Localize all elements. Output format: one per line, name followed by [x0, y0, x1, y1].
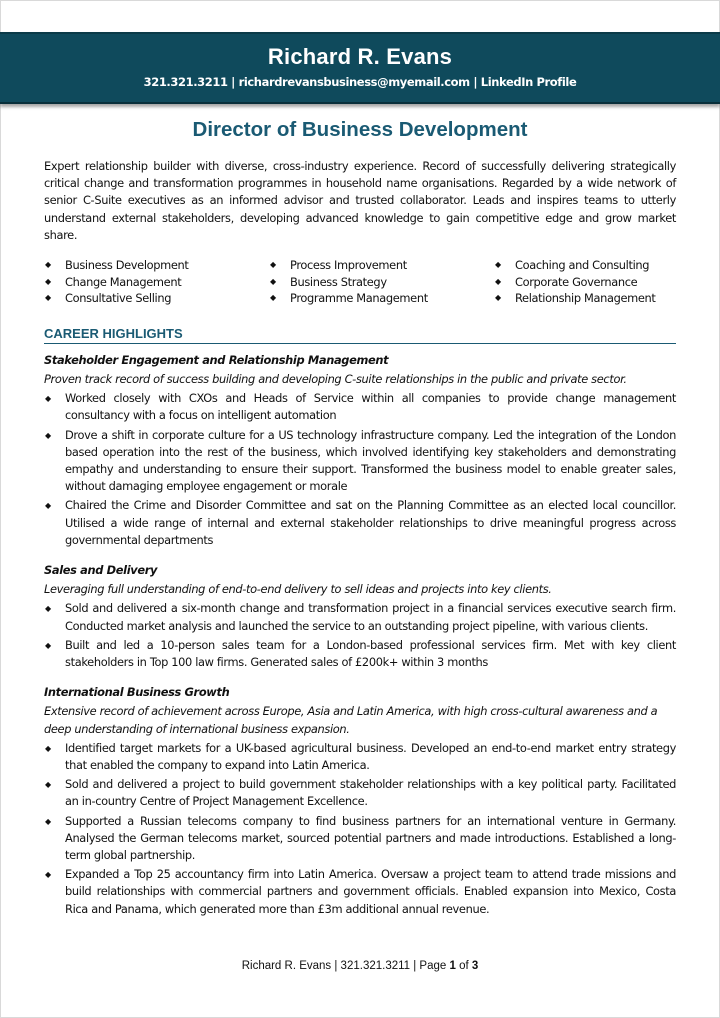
footer-of: of — [455, 960, 472, 972]
list-item: ◆ Sold and delivered a six-month change and transformation project in a financial services executive search firm. Conducted market analysis and launched the service to an outstanding project pipeline, with various clients. — [45, 601, 676, 633]
diamond-bullet-icon: ◆ — [45, 604, 51, 614]
highlight-group-title: Stakeholder Engagement and Relationship Management — [44, 352, 389, 367]
list-item: ◆ Supported a Russian telecoms company to find business partners for an international venture in Germany. Analysed the German telecoms market, sourced potential partners and made introductions. Established a long-term global partnership. — [45, 813, 676, 862]
skill-item: ◆ Business Strategy — [270, 274, 387, 289]
highlight-group-title: Sales and Delivery — [44, 562, 158, 577]
skill-item: ◆ Change Management — [45, 274, 182, 289]
header-band — [0, 32, 720, 104]
diamond-bullet-icon: ◆ — [495, 293, 501, 303]
diamond-bullet-icon: ◆ — [45, 394, 51, 404]
diamond-bullet-icon: ◆ — [495, 276, 501, 286]
skill-item: ◆ Programme Management — [270, 291, 428, 306]
diamond-bullet-icon: ◆ — [45, 260, 51, 270]
diamond-bullet-icon: ◆ — [45, 430, 51, 440]
resume-body — [44, 158, 676, 918]
skills-column-1 — [44, 257, 269, 307]
skills-column-2 — [269, 257, 494, 307]
skill-item: ◆ Business Development — [45, 258, 189, 273]
footer-text: Richard R. Evans | 321.321.3211 | Page — [241, 960, 450, 972]
section-heading-career-highlights: CAREER HIGHLIGHTS — [44, 325, 676, 344]
list-item: ◆ Sold and delivered a project to build government stakeholder relationships with a key political party. Facilitated an in-country Centre of Project Management Excellence. — [45, 777, 676, 809]
list-item: ◆ Chaired the Crime and Disorder Committee and sat on the Planning Committee as an elected local councillor. Utilised a wide range of internal and external stakeholder relationships to drive meaningful progress across governmental departments — [45, 498, 676, 547]
skills-column-3 — [494, 257, 676, 307]
skill-item: ◆ Relationship Management — [495, 291, 656, 306]
footer-page-total: 3 — [471, 960, 479, 972]
list-item: ◆ Built and led a 10-person sales team for a London-based professional services firm. Met with key client stakeholders in Top 100 law firms. Generated sales of £200k+ within 3 months — [45, 637, 676, 669]
diamond-bullet-icon: ◆ — [45, 870, 51, 880]
job-title: Director of Business Development — [192, 118, 528, 141]
list-item: ◆ Worked closely with CXOs and Heads of Service within all companies to provide change management consultancy with a focus on intelligent automation — [45, 391, 676, 423]
highlight-group-intro: Leveraging full understanding of end-to-end delivery to sell ideas and projects into key clients. — [44, 582, 552, 597]
diamond-bullet-icon: ◆ — [45, 501, 51, 511]
highlight-bullet-list — [44, 740, 676, 918]
list-item: ◆ Expanded a Top 25 accountancy firm into Latin America. Oversaw a project team to attend trade missions and build relationships with commercial partners and government officials. Enabled expansion into Mexico, Costa Rica and Panama, which generated more than £3m additional annual revenue. — [45, 867, 676, 916]
profile-summary: Expert relationship builder with diverse, cross-industry experience. Record of successfully delivering strategically critical change and transformation programmes in household name organisations. Regarded by a wide network of senior C-Suite executives as an informed advisor and trusted collaborator. Leads and inspires teams to utterly understand external stakeholders, developing advanced knowledge to gain competitive edge and grow market share. — [44, 159, 676, 242]
diamond-bullet-icon: ◆ — [45, 276, 51, 286]
diamond-bullet-icon: ◆ — [270, 260, 276, 270]
diamond-bullet-icon: ◆ — [495, 260, 501, 270]
diamond-bullet-icon: ◆ — [270, 276, 276, 286]
diamond-bullet-icon: ◆ — [45, 743, 51, 753]
highlight-bullet-list — [44, 600, 676, 671]
skill-item: ◆ Coaching and Consulting — [495, 258, 650, 273]
skill-item: ◆ Consultative Selling — [45, 291, 172, 306]
diamond-bullet-icon: ◆ — [45, 293, 51, 303]
highlight-bullet-list — [44, 390, 676, 549]
footer-page-number: 1 — [449, 960, 456, 972]
contact-line: 321.321.3211 | richardrevansbusiness@myemail.com | LinkedIn Profile — [143, 75, 577, 89]
highlight-group-intro: Extensive record of achievement across Europe, Asia and Latin America, with high cross-cultural awareness and a deep understanding of international business expansion. — [44, 704, 658, 736]
diamond-bullet-icon: ◆ — [270, 293, 276, 303]
list-item: ◆ Identified target markets for a UK-based agricultural business. Developed an end-to-end market entry strategy that enabled the company to expand into Latin America. — [45, 740, 676, 772]
skills-grid — [44, 257, 676, 307]
candidate-name: Richard R. Evans — [267, 44, 453, 69]
highlight-group-title: International Business Growth — [44, 685, 230, 700]
diamond-bullet-icon: ◆ — [45, 640, 51, 650]
highlight-group-intro: Proven track record of success building and developing C-suite relationships in the public and private sector. — [44, 371, 627, 386]
page-footer — [0, 960, 720, 972]
skill-item: ◆ Process Improvement — [270, 258, 407, 273]
diamond-bullet-icon: ◆ — [45, 780, 51, 790]
skill-item: ◆ Corporate Governance — [495, 274, 638, 289]
list-item: ◆ Drove a shift in corporate culture for a US technology infrastructure company. Led the integration of the London based operation into the rest of the business, which involved identifying key stakeholders and demonstrating empathy and understanding to ensure their support. Transformed the business model to enable greater sales, without damaging employee engagement or morale — [45, 427, 676, 494]
diamond-bullet-icon: ◆ — [45, 816, 51, 826]
